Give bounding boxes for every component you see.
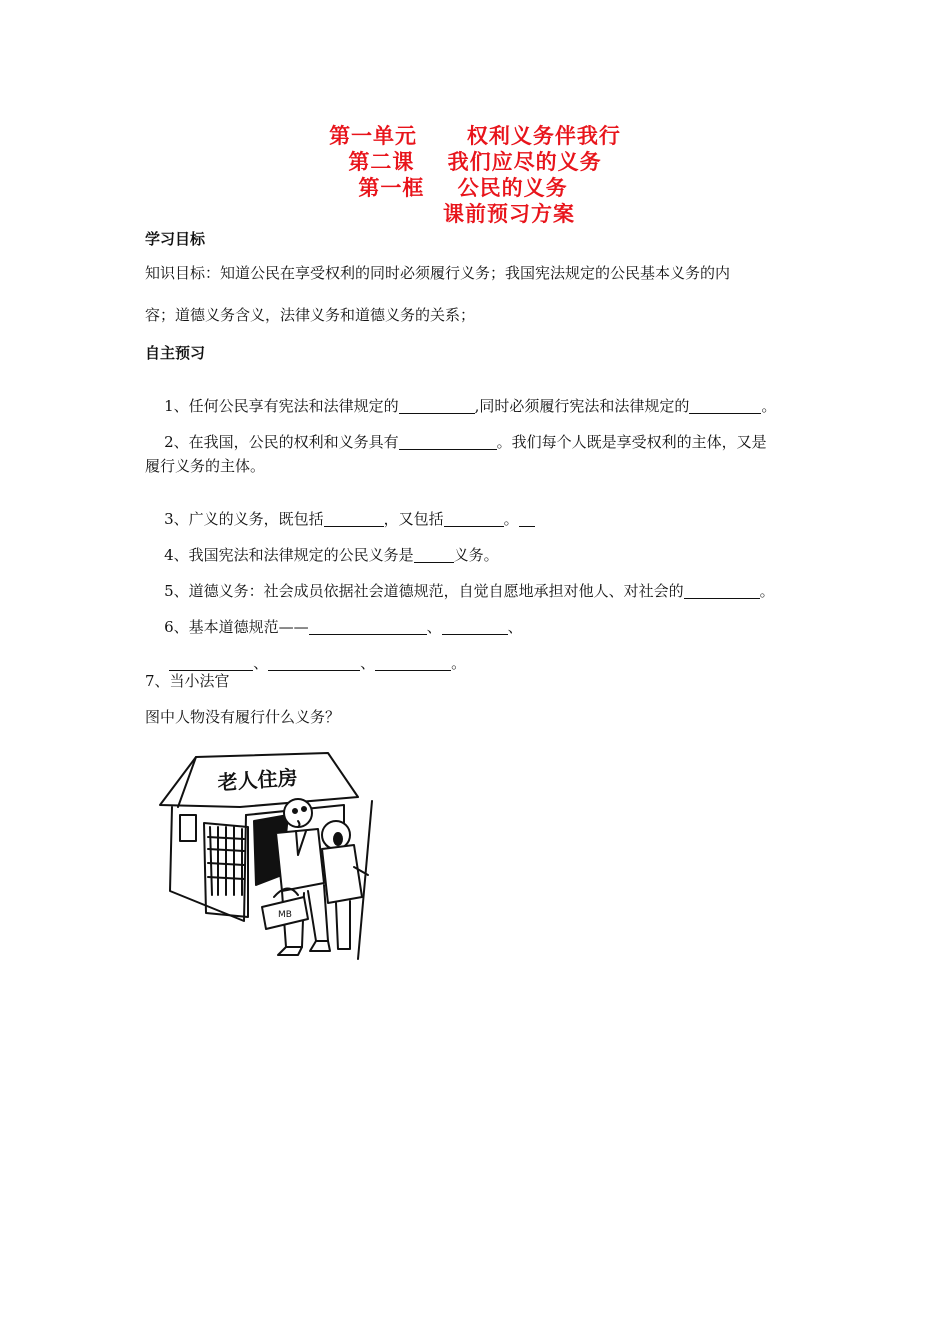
q1-blank-2 [689, 397, 761, 414]
q2-blank [399, 433, 497, 450]
q1-text-a: 1、任何公民享有宪法和法律规定的 [164, 397, 399, 415]
q6-sep-4: 、 [360, 654, 376, 672]
frame-title: 第一框 公民的义务 [358, 176, 568, 200]
objectives-line-2: 容；道德义务含义，法律义务和道德义务的关系； [145, 306, 476, 324]
q4-text-b: 义务。 [453, 546, 499, 564]
q6-blank-3 [169, 654, 253, 671]
q6-sep-3: 、 [253, 654, 269, 672]
question-2-cont: 履行义务的主体。 [145, 457, 266, 475]
q6-sep-1: 、 [426, 618, 442, 636]
q3-text-c: 。 [503, 510, 519, 528]
unit-title: 第一单元 权利义务伴我行 [329, 124, 621, 148]
q6-end: 。 [451, 654, 467, 672]
q4-text-a: 4、我国宪法和法律规定的公民义务是 [164, 546, 414, 564]
q6-blank-1 [309, 618, 427, 635]
lesson-title: 第二课 我们应尽的义务 [348, 150, 602, 174]
bag-label: MB [278, 910, 292, 920]
q6-sep-2: 、 [507, 618, 523, 636]
q2-text-a: 2、在我国，公民的权利和义务具有 [164, 433, 399, 451]
preview-heading: 自主预习 [145, 344, 206, 362]
q1-blank-1 [399, 397, 475, 414]
q1-text-b: ,同时必须履行宪法和法律规定的 [474, 397, 690, 415]
q3-blank-3 [519, 510, 535, 527]
q3-blank-2 [444, 510, 504, 527]
cartoon-illustration [158, 745, 384, 967]
question-7-sub: 图中人物没有履行什么义务？ [145, 708, 341, 726]
q3-text-b: ，又包括 [383, 510, 444, 528]
q6-text-a: 6、基本道德规范—— [164, 618, 309, 636]
objectives-heading: 学习目标 [145, 230, 206, 248]
house-sign: 老人住房 [216, 765, 299, 795]
q3-blank-1 [324, 510, 384, 527]
q6-blank-4 [268, 654, 360, 671]
q2-text-b: 。我们每个人既是享受权利的主体，又是 [496, 433, 767, 451]
q6-blank-5 [375, 654, 451, 671]
q6-blank-2 [442, 618, 508, 635]
q5-blank [684, 582, 760, 599]
q1-text-c: 。 [761, 397, 777, 415]
q3-text-a: 3、广义的义务，既包括 [164, 510, 324, 528]
plan-title: 课前预习方案 [443, 202, 575, 226]
q5-text-a: 5、道德义务：社会成员依据社会道德规范，自觉自愿地承担对他人、对社会的 [164, 582, 684, 600]
q4-blank [414, 546, 454, 563]
objectives-line-1: 知识目标：知道公民在享受权利的同时必须履行义务；我国宪法规定的公民基本义务的内 [145, 264, 731, 282]
q5-text-b: 。 [759, 582, 775, 600]
question-7: 7、当小法官 [145, 672, 230, 690]
